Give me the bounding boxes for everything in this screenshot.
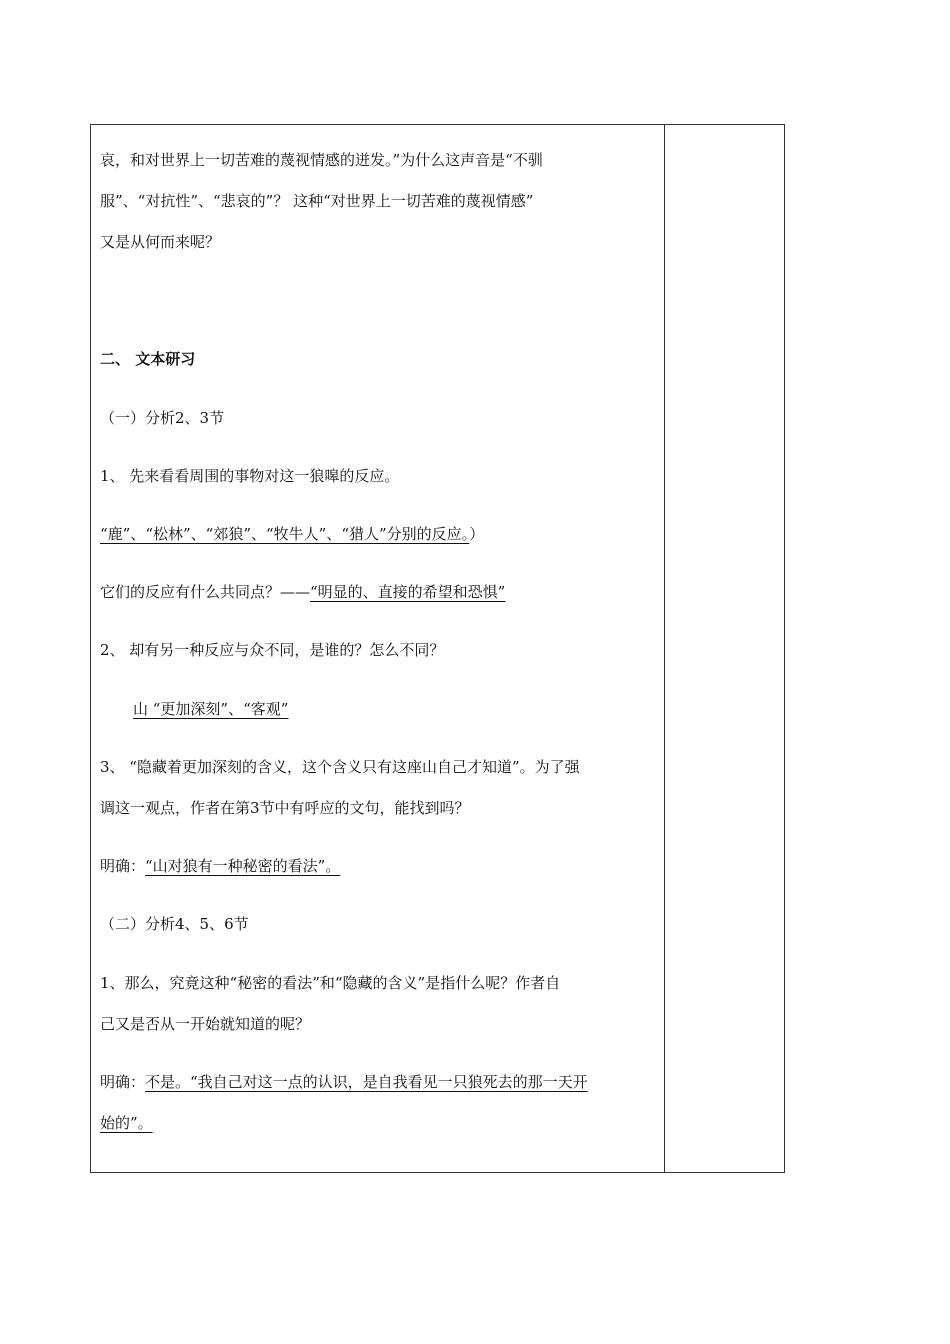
part1-a3-answer: “山对狼有一种秘密的看法”。 [145, 857, 341, 875]
part1-a3 [100, 856, 340, 876]
section-heading: 二、 文本研习 [100, 350, 196, 368]
part2-a1-line-2: 始的”。 [100, 1114, 153, 1132]
part1-a1-answer: “鹿”、“松林”、“郊狼”、“牧牛人”、“猎人”分别的反应。 [100, 525, 470, 543]
part1-a1 [100, 524, 484, 544]
part1-q1b-answer: “明显的、直接的希望和恐惧” [310, 583, 506, 601]
part2-q1-line-1: 1、那么，究竟这种“秘密的看法”和“隐藏的含义”是指什么呢？作者自 [100, 974, 561, 992]
part1-a2: 山 “更加深刻”、“客观” [133, 700, 289, 718]
part2-title: （二）分析4、5、6节 [100, 915, 249, 933]
intro-line-3: 又是从何而来呢？ [100, 233, 221, 251]
part2-a1-line-1 [100, 1072, 588, 1092]
column-divider [664, 124, 665, 1173]
intro-line-1: 哀，和对世界上一切苦难的蔑视情感的迸发。”为什么这声音是“不驯 [100, 151, 543, 169]
part2-a1-answer-1: 不是。“我自己对这一点的认识，是自我看见一只狼死去的那一天开 [145, 1073, 588, 1091]
intro-line-2: 服”、“对抗性”、“悲哀的”？ 这种“对世界上一切苦难的蔑视情感” [100, 192, 534, 210]
part1-q1: 1、 先来看看周围的事物对这一狼嗥的反应。 [100, 467, 400, 485]
part1-a1-tail: ） [469, 525, 485, 543]
part1-title: （一）分析2、3节 [100, 409, 225, 427]
part1-a3-prefix: 明确： [100, 857, 146, 875]
part1-q1b [100, 582, 505, 602]
part1-q3-line-2: 调这一观点，作者在第3节中有呼应的文句，能找到吗？ [100, 799, 470, 817]
part1-q2: 2、 却有另一种反应与众不同，是谁的？怎么不同？ [100, 641, 445, 659]
part1-q1b-prefix: 它们的反应有什么共同点？—— [100, 583, 311, 601]
part2-q1-line-2: 己又是否从一开始就知道的呢？ [100, 1015, 311, 1033]
part1-q3-line-1: 3、 “隐藏着更加深刻的含义，这个含义只有这座山自己才知道”。为了强 [100, 758, 580, 776]
part2-a1-prefix: 明确： [100, 1073, 146, 1091]
